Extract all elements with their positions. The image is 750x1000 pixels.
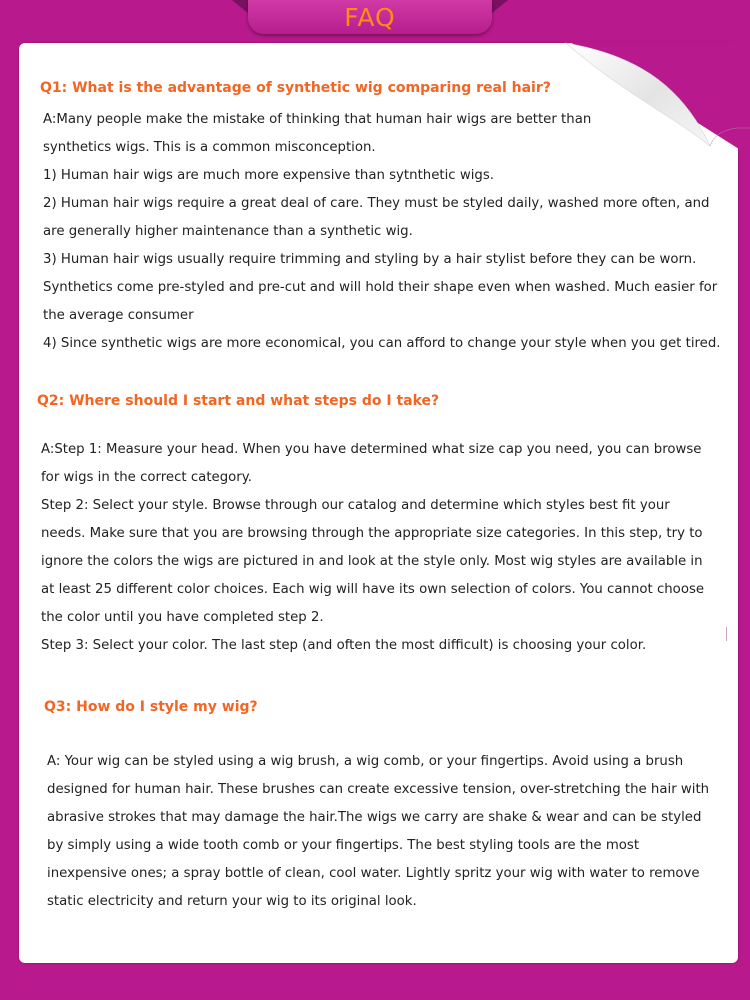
answer-line: 3) Human hair wigs usually require trimming and styling by a hair stylist before they can be worn. [43,252,697,267]
answer-line: Step 3: Select your color. The last step (and often the most difficult) is choosing your color. [41,638,647,653]
question-2: Q2: Where should I start and what steps do I take? [37,393,440,409]
answer-line: abrasive strokes that may damage the hair.The wigs we carry are shake & wear and can be styled [47,810,702,825]
answer-line: 1) Human hair wigs are much more expensive than sytnthetic wigs. [43,168,495,183]
page-title: FAQ [344,2,396,32]
answer-line: A:Step 1: Measure your head. When you have determined what size cap you need, you can browse [41,442,702,457]
answer-line: 2) Human hair wigs require a great deal of care. They must be styled daily, washed more often, and [43,196,710,211]
answer-2 [41,436,704,660]
answer-line: for wigs in the correct category. [41,470,252,485]
answer-line: at least 25 different color choices. Each wig will have its own selection of colors. You cannot choose [41,582,705,597]
answer-line: the average consumer [43,308,194,323]
answer-line: inexpensive ones; a spray bottle of clean, cool water. Lightly spritz your wig with water to remove [47,866,700,881]
answer-line: the color until you have completed step 2. [41,610,324,625]
question-3: Q3: How do I style my wig? [44,699,258,715]
answer-line: synthetics wigs. This is a common misconception. [43,140,376,155]
answer-3 [47,748,709,916]
answer-line: A:Many people make the mistake of thinking that human hair wigs are better than [43,112,592,127]
question-1: Q1: What is the advantage of synthetic wig comparing real hair? [40,80,551,96]
answer-line: Synthetics come pre-styled and pre-cut and will hold their shape even when washed. Much easier for [43,280,718,295]
faq-header-tab [248,0,492,34]
answer-line: ignore the colors the wigs are pictured in and look at the style only. Most wig styles are available in [41,554,703,569]
answer-line: by simply using a wide tooth comb or your fingertips. The best styling tools are the most [47,838,640,853]
divider [726,627,727,641]
answer-line: are generally higher maintenance than a synthetic wig. [43,224,413,239]
answer-line: 4) Since synthetic wigs are more economical, you can afford to change your style when you get tired. [43,336,721,351]
answer-line: static electricity and return your wig to its original look. [47,894,417,909]
answer-line: designed for human hair. These brushes can create excessive tension, over-stretching the hair with [47,782,710,797]
answer-line: needs. Make sure that you are browsing through the appropriate size categories. In this step, try to [41,526,703,541]
answer-line: Step 2: Select your style. Browse through our catalog and determine which styles best fit your [41,498,670,513]
answer-line: A: Your wig can be styled using a wig brush, a wig comb, or your fingertips. Avoid using a brush [47,754,684,769]
answer-1 [43,106,721,358]
